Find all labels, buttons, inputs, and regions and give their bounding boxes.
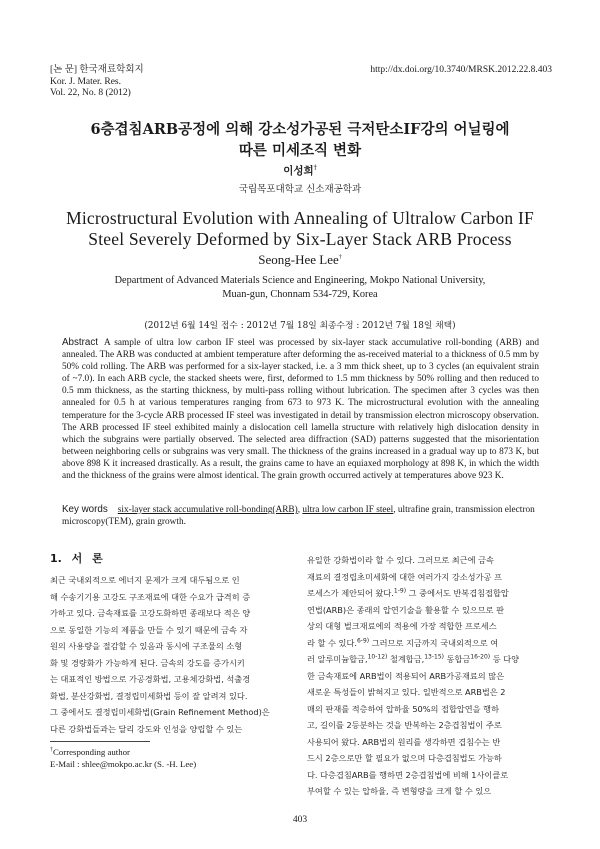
body-line [307, 651, 553, 668]
body-line [307, 635, 553, 652]
title-en-line2: Steel Severely Deformed by Six-Layer Stack ARB Process [88, 229, 512, 249]
section-heading: 1. 서 론 [50, 552, 103, 565]
body-line: 사용되어 왔다. ARB법의 원리를 생각하면 겹침수는 반 [307, 736, 501, 747]
footnote-mark: † [50, 747, 53, 754]
body-line: 그 중에서도 결정립미세화법(Grain Refinement Method)은 [50, 707, 270, 717]
left-column-body [50, 572, 298, 737]
body-text: 라 할 수 있다. [307, 637, 357, 648]
body-line: 연법(ARB)은 종래의 압연기술을 활용할 수 있으므로 판 [307, 604, 505, 615]
body-line: 다른 강화법들과는 달리 강도와 인성을 양립할 수 있는 [50, 723, 243, 734]
affiliation-en-line2: Muan-gun, Chonnam 534-729, Korea [222, 289, 378, 300]
body-line: 유일한 강화법이라 할 수 있다. 그러므로 최근에 금속 [307, 555, 494, 565]
right-column-body [307, 552, 553, 800]
body-text: 등 다양 [490, 654, 520, 664]
body-text: 러 알루미늄합금, [307, 654, 368, 664]
body-line: 매의 판재를 적층하여 압하율 50%의 접합압연을 행하 [307, 703, 499, 714]
body-line: 고, 길이를 2등분하는 것을 반복하는 2층겹침법이 주로 [307, 720, 502, 730]
body-text: 그러므로 지금까지 국내외적으로 여 [369, 637, 499, 648]
author-en-mark: † [338, 254, 342, 261]
author-ko-name: 이성희 [283, 165, 314, 177]
abstract-label: Abstract [62, 337, 98, 348]
affiliation-en-line1: Department of Advanced Materials Science and Engineering, Mokpo National University, [114, 275, 486, 286]
body-line: 는 대표적인 방법으로 가공경화법, 고용체강화법, 석출경 [50, 674, 251, 684]
journal-volume: Vol. 22, No. 8 (2012) [50, 88, 131, 98]
keyword-item: transmission electron microscopy(TEM) [62, 505, 535, 528]
body-line: 최근 국내외적으로 에너지 문제가 크게 대두됨으로 인 [50, 575, 240, 585]
reference-mark: 16-20) [470, 653, 491, 661]
abstract-body: A sample of ultra low carbon IF steel was processed by six-layer stack accumulative roll-bonding (ARB) and annealed. The ARB was conducted at ambient temperature after deforming the as-received material to a thickness of 0.5 mm by 50% cold rolling. The ARB was performed for a six-layer stacked, i.e. a 3 mm thick sheet, up to 3 cycles (an equivalent strain of ~7.0). In each ARB cycle, the stacked sheets were, first, deformed to 1.5 mm thickness by 50% rolling and then reduced to 0.5 mm thickness, as the starting thickness, by multi-pass rolling without lubrication. The specimen after 3 cycles was then annealed for 0.5 h at various temperatures ranging from 673 to 973 K. The microstructural evolution with the annealing temperature for the 3-cycle ARB processed IF steel was investigated in detail by transmission electron microscopy observation. The ARB processed IF steel exhibited mainly a dislocation cell lamella structure with relatively high dislocation density in which the subgrains were partially observed. The selected area diffraction (SAD) patterns suggested that the misorientation between neighboring cells or subgrains was very small. The thickness of the grains increased in a gradual way up to 873 K, but above 898 K it increased drastically. As a result, the grains came to have an equiaxed morphology at 898 K, in which the width and the thickness of the grains were almost identical. The grain growth occurred actively at temperatures above 923 K. [62, 338, 539, 482]
body-line: 원의 사용량을 절감할 수 있음과 동시에 구조물의 소형 [50, 641, 243, 651]
keyword-item: ultra low carbon IF steel [302, 505, 394, 515]
body-text: 철계합금, [387, 654, 425, 664]
keyword-item: six-layer stack accumulative roll-bonding(ARB) [117, 505, 298, 515]
footnote-corresponding: Corresponding author [53, 747, 130, 757]
body-line: 재료의 결정립초미세화에 대한 여러가지 강소성가공 프 [307, 571, 502, 582]
affiliation-en [30, 274, 570, 302]
journal-info [50, 65, 144, 100]
body-line: 해 수송기기용 고강도 구조재료에 대한 수요가 급격히 증 [50, 591, 251, 602]
footnote-email: E-Mail : shlee@mokpo.ac.kr (S. -H. Lee) [50, 759, 197, 769]
body-line: 다. 다층겹침ARB를 행하면 2층겹침법에 비해 1사이클로 [307, 769, 509, 780]
keyword-item: grain growth. [135, 517, 186, 528]
title-ko [40, 119, 560, 161]
body-text: 동합금 [443, 654, 471, 664]
author-ko-mark: † [313, 164, 317, 172]
keyword-item: ultrafine grain [397, 505, 451, 515]
journal-name-ko: [논 문] 한국재료학회지 [50, 65, 144, 75]
body-text: 로세스가 제안되어 왔다. [307, 588, 394, 598]
footnote [50, 746, 196, 770]
title-ko-line1: 6층겹침ARB공정에 의해 강소성가공된 극저탄소IF강의 어닐링에 [90, 121, 510, 138]
title-en [30, 208, 570, 250]
title-ko-line2: 따른 미세조직 변화 [238, 142, 362, 159]
body-line: 화법, 분산강화법, 결정립미세화법 등이 잘 알려져 있다. [50, 690, 248, 701]
author-en [0, 252, 600, 268]
body-line: 드시 2층으로만 할 필요가 없으며 다층겹침법도 가능하 [307, 753, 502, 763]
body-line: 으로 동일한 기능의 제품을 만들 수 있기 때문에 금속 자 [50, 624, 248, 635]
body-line [307, 585, 553, 602]
reference-mark: 1-9) [393, 587, 407, 595]
reference-mark: 13-15) [424, 653, 444, 661]
page-number: 403 [292, 815, 308, 825]
affiliation-ko: 국립목포대학교 신소재공학과 [238, 184, 362, 195]
body-line: 새로운 특성들이 밝혀지고 있다. 일반적으로 ARB법은 2 [307, 687, 506, 697]
body-line: 가하고 있다. 금속재료를 고강도화하면 종래보다 적은 양 [50, 608, 251, 618]
journal-name-en: Kor. J. Mater. Res. [50, 76, 121, 87]
doi-link[interactable]: http://dx.doi.org/10.3740/MRSK.2012.22.8.403 [370, 65, 552, 75]
body-line: 한 금속재료에 ARB법이 적용되어 ARB가공재료의 많은 [307, 670, 505, 681]
author-ko [0, 163, 600, 178]
received-dates: (2012년 6월 14일 접수 : 2012년 7월 18일 최종수정 : 2012년 7월 18일 채택) [144, 321, 456, 331]
reference-mark: 10-12) [367, 653, 388, 661]
title-en-line1: Microstructural Evolution with Annealing of Ultralow Carbon IF [66, 208, 534, 228]
body-line: 부여할 수 있는 압하율, 즉 변형량을 크게 할 수 있으 [307, 786, 492, 796]
body-line: 화 및 경량화가 가능하게 된다. 금속의 강도를 증가시키 [50, 657, 245, 668]
keywords-label: Key words [62, 504, 108, 515]
footnote-rule [50, 741, 150, 742]
reference-mark: 6-9) [356, 636, 370, 644]
body-text: 그 중에서도 반복겹침접합압 [406, 588, 509, 598]
keywords: Key words six-layer stack accumulative roll-bonding(ARB), ultra low carbon IF steel, ultrafine grain, transmission electron microscopy(TEM), grain growth. [62, 504, 535, 528]
body-line: 상의 대형 벌크재료에의 적용에 가장 적합한 프로세스 [307, 621, 497, 631]
author-en-name: Seong-Hee Lee [258, 252, 339, 267]
abstract [62, 337, 539, 482]
